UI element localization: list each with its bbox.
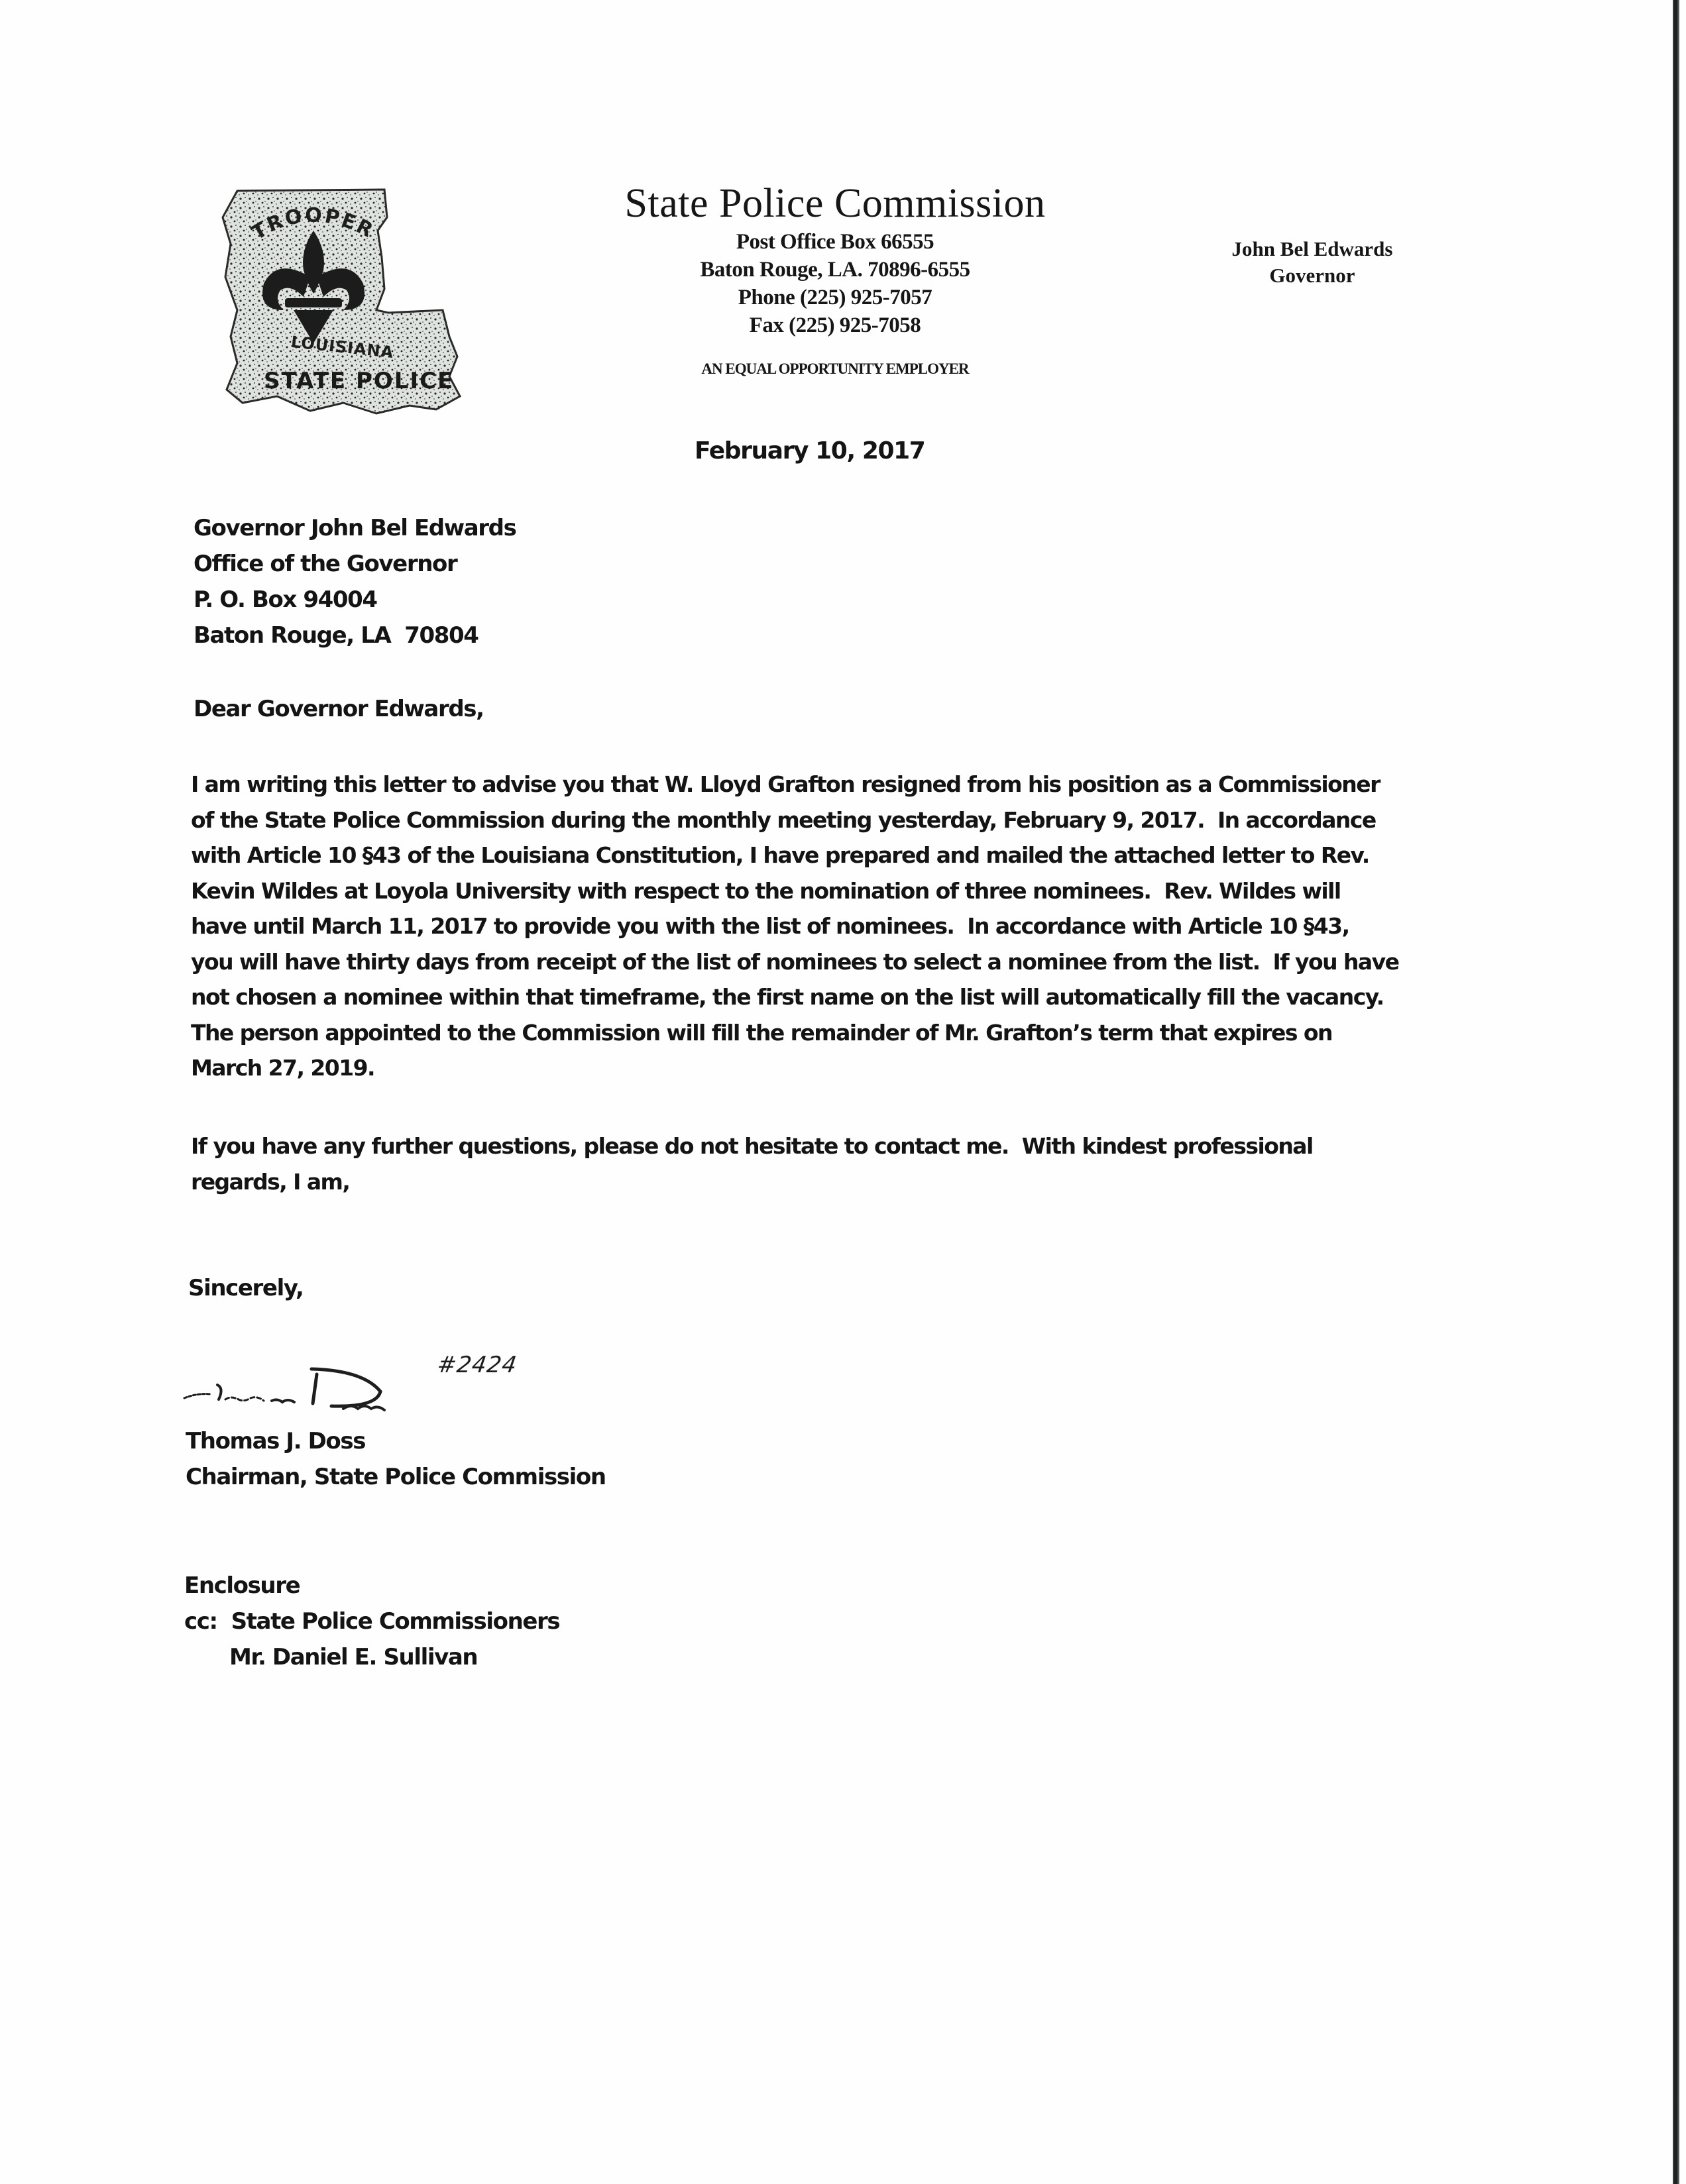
cc-line (184, 1604, 559, 1639)
svg-text:LOUISIANA: LOUISIANA (290, 332, 395, 362)
paragraph-line: Kevin Wildes at Loyola University with respect to the nomination of three nominees. Rev. Wildes will (191, 877, 1341, 904)
paragraph-line: with Article 10 §43 of the Louisiana Constitution, I have prepared and mailed the attached letter to Rev. (191, 842, 1369, 868)
paragraph-line: you will have thirty days from receipt of the list of nominees to select a nominee from the list. If you have (191, 948, 1399, 975)
letter-date: February 10, 2017 (695, 437, 925, 464)
cc-recipient: State Police Commissioners (231, 1608, 560, 1635)
letterhead-city-state-zip: Baton Rouge, LA. 70896-6555 (700, 258, 970, 282)
organization-title: State Police Commission (624, 181, 1046, 226)
paragraph-line: regards, I am, (191, 1168, 350, 1195)
enclosure-cc-block (184, 1568, 559, 1675)
letterhead-po-box: Post Office Box 66555 (736, 230, 934, 254)
scan-edge-border (1673, 0, 1679, 2184)
enclosure-label: Enclosure (184, 1572, 300, 1599)
signature-badge-number: #2424 (435, 1352, 519, 1378)
salutation: Dear Governor Edwards, (194, 696, 484, 722)
paragraph-line: of the State Police Commission during the monthly meeting yesterday, February 9, 2017. In accordance (191, 806, 1376, 833)
cc-recipient: Mr. Daniel E. Sullivan (229, 1644, 478, 1670)
state-police-logo (211, 178, 476, 429)
svg-text:STATE POLICE: STATE POLICE (264, 368, 455, 394)
closing: Sincerely, (188, 1275, 304, 1301)
recipient-address (194, 510, 516, 653)
body-paragraph-2 (191, 1128, 1477, 1199)
recipient-po-box: P. O. Box 94004 (194, 586, 377, 613)
svg-text:TROOPER: TROOPER (248, 203, 378, 245)
letterhead-center (570, 179, 1100, 378)
paragraph-line: March 27, 2019. (191, 1055, 375, 1081)
equal-opportunity-tagline: AN EQUAL OPPORTUNITY EMPLOYER (701, 360, 969, 377)
signer-name: Thomas J. Doss (186, 1428, 366, 1454)
letterhead-governor-block (1200, 236, 1425, 289)
paragraph-line: If you have any further questions, please do not hesitate to contact me. With kindest professional (191, 1133, 1313, 1159)
recipient-office: Office of the Governor (194, 551, 457, 577)
recipient-city-state-zip: Baton Rouge, LA 70804 (194, 622, 478, 649)
paragraph-line: have until March 11, 2017 to provide you with the list of nominees. In accordance with Article 10 §43, (191, 913, 1349, 939)
signer-block (186, 1423, 606, 1495)
cc-label: cc: (184, 1608, 217, 1635)
governor-title: Governor (1269, 264, 1355, 287)
body-paragraph-1 (191, 767, 1477, 1086)
paragraph-line: I am writing this letter to advise you that W. Lloyd Grafton resigned from his position as a Commissioner (191, 771, 1380, 797)
signer-title: Chairman, State Police Commission (186, 1464, 606, 1490)
paragraph-line: The person appointed to the Commission will fill the remainder of Mr. Grafton’s term that expires on (191, 1019, 1332, 1046)
letterhead-phone: Phone (225) 925-7057 (738, 286, 932, 309)
paragraph-line: not chosen a nominee within that timeframe, the first name on the list will automatically fill the vacancy. (191, 984, 1384, 1010)
governor-name: John Bel Edwards (1231, 237, 1393, 260)
louisiana-state-police-badge-icon (211, 178, 476, 429)
recipient-name: Governor John Bel Edwards (194, 515, 516, 541)
letterhead-fax: Fax (225) 925-7058 (749, 313, 921, 337)
